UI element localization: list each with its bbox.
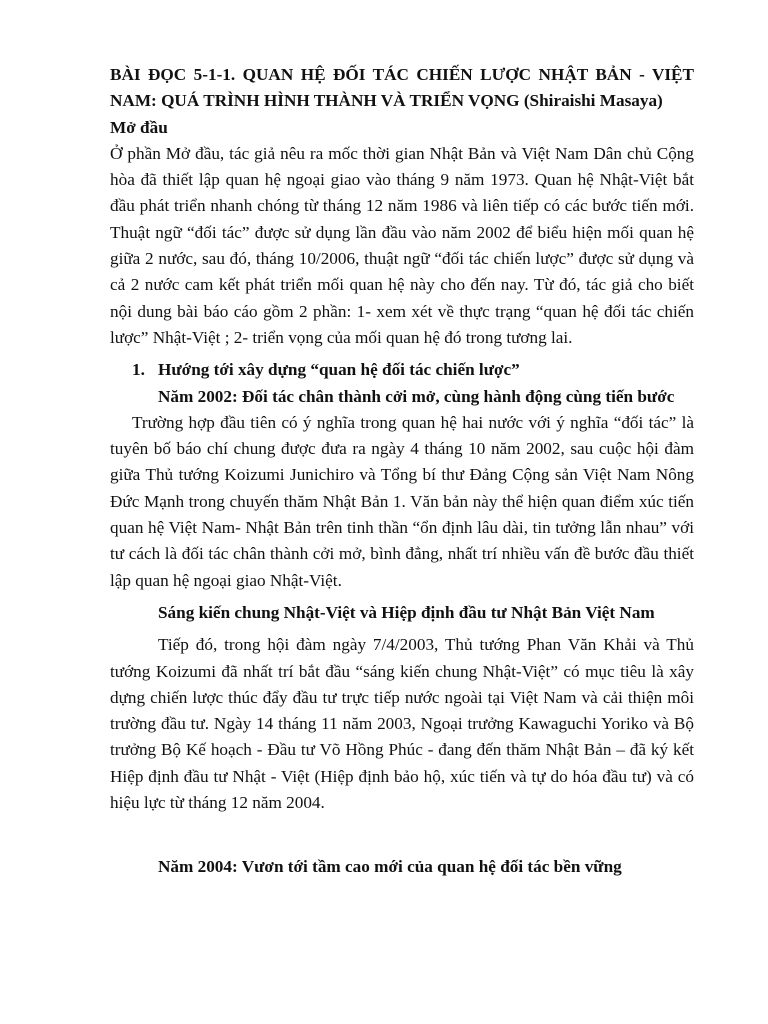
subheading-initiative: Sáng kiến chung Nhật-Việt và Hiệp định đầu tư Nhật Bản Việt Nam — [158, 602, 655, 622]
paragraph-initiative: Tiếp đó, trong hội đàm ngày 7/4/2003, Thủ tướng Phan Văn Khải và Thủ tướng Koizumi đã nhất trí bắt đầu “sáng kiến chung Nhật-Việt” có mục tiêu là xây dựng chiến lược thúc đẩy đầu tư trực tiếp nước ngoài tại Việt Nam và cải thiện môi trường đầu tư. Ngày 14 tháng 11 năm 2003, Ngoại trưởng Kawaguchi Yoriko và Bộ trưởng Bộ Kế hoạch - Đầu tư Võ Hồng Phúc - đang đến thăm Nhật Bản – đã ký kết Hiệp định đầu tư Nhật - Việt (Hiệp định bảo hộ, xúc tiến và tự do hóa đầu tư) và có hiệu lực từ tháng 12 năm 2004. — [110, 635, 694, 813]
section-1-number: 1. — [132, 360, 145, 380]
document-page — [110, 62, 694, 881]
subheading-2002: Năm 2002: Đối tác chân thành cởi mở, cùng hành động cùng tiến bước — [158, 386, 675, 406]
paragraph-2002: Trường hợp đầu tiên có ý nghĩa trong quan hệ hai nước với ý nghĩa “đối tác” là tuyên bố báo chí chung được đưa ra ngày 4 tháng 10 năm 2002, sau cuộc hội đàm giữa Thủ tướng Koizumi Junichiro và Tổng bí thư Đảng Cộng sản Việt Nam Nông Đức Mạnh trong chuyến thăm Nhật Bản 1. Văn bản này thể hiện quan điểm xúc tiến quan hệ Việt Nam- Nhật Bản trên tinh thần “ổn định lâu dài, tin tưởng lẫn nhau” với tư cách là đối tác chân thành cởi mở, bình đẳng, nhất trí nhiều vấn đề bước đầu thiết lập quan hệ ngoại giao Nhật-Việt. — [110, 412, 694, 590]
section-1-heading — [110, 357, 694, 383]
document-title: BÀI ĐỌC 5-1-1. QUAN HỆ ĐỐI TÁC CHIẾN LƯỢC NHẬT BẢN - VIỆT NAM: QUÁ TRÌNH HÌNH THÀNH VÀ TRIỂN VỌNG (Shiraishi Masaya) — [110, 65, 694, 111]
intro-paragraph: Ở phần Mở đầu, tác giả nêu ra mốc thời gian Nhật Bản và Việt Nam Dân chủ Cộng hòa đã thiết lập quan hệ ngoại giao vào tháng 9 năm 1973. Quan hệ Nhật-Việt bắt đầu phát triển nhanh chóng từ tháng 12 năm 1986 và liên tiếp có các bước tiến mới. Thuật ngữ “đối tác” được sử dụng lần đầu vào năm 2002 để biểu hiện mối quan hệ giữa 2 nước, sau đó, tháng 10/2006, thuật ngữ “đối tác chiến lược” được sử dụng và cả 2 nước cam kết phát triển mối quan hệ này cho đến nay. Từ đó, tác giả cho biết nội dung bài báo cáo gồm 2 phần: 1- xem xét về thực trạng “quan hệ đối tác chiến lược” Nhật-Việt ; 2- triển vọng của mối quan hệ đó trong tương lai. — [110, 143, 694, 347]
subheading-2004: Năm 2004: Vươn tới tầm cao mới của quan hệ đối tác bền vững — [158, 857, 622, 877]
section-1-label: Hướng tới xây dựng “quan hệ đối tác chiến lược” — [158, 360, 520, 380]
intro-heading: Mở đầu — [110, 117, 168, 137]
section-list — [110, 357, 694, 383]
